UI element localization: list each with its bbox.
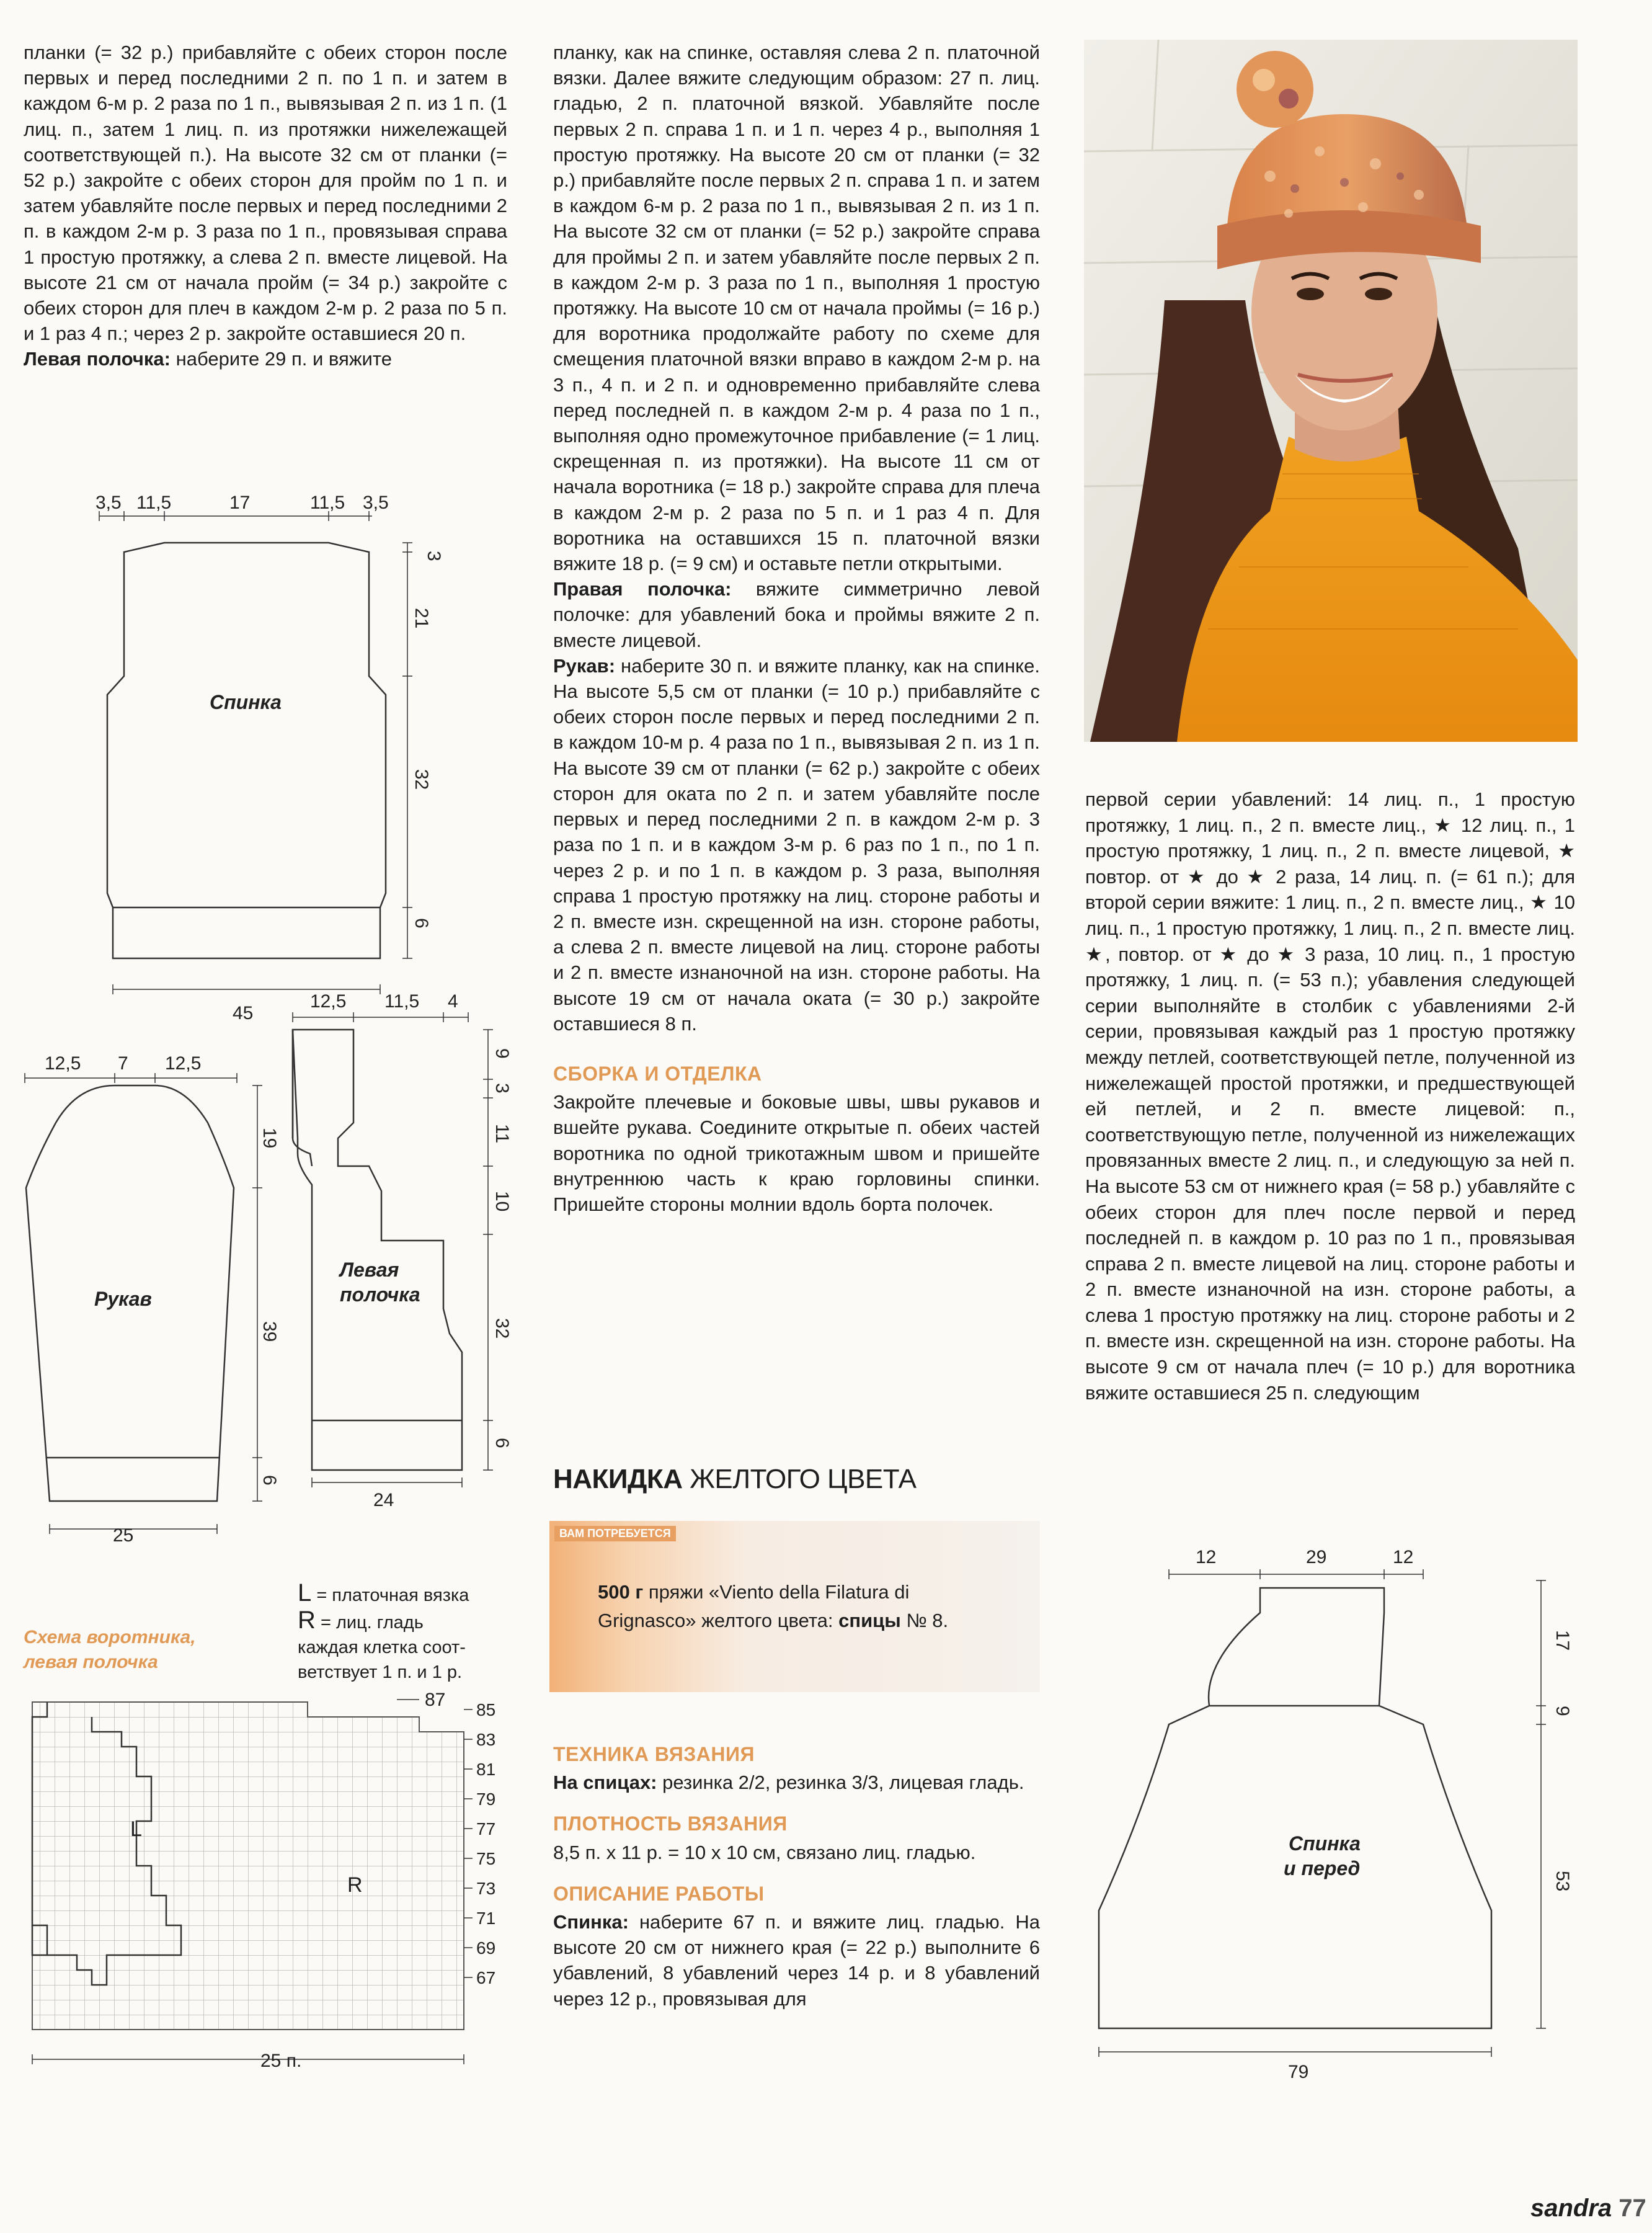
front-dim-top-2: 11,5 — [384, 991, 420, 1012]
technique-text — [553, 1770, 1040, 1795]
chart-row-label: 77 — [476, 1819, 496, 1839]
back-dim-side-1: 3 — [424, 551, 444, 561]
needles-label: спицы — [838, 1610, 901, 1631]
cape-label-line2: и перед — [1284, 1857, 1361, 1879]
materials-text — [598, 1578, 995, 1635]
sleeve-dim-side-1: 19 — [259, 1128, 280, 1149]
density-text: 8,5 п. х 11 р. = 10 х 10 см, связано лиц. гладью. — [553, 1841, 976, 1863]
right-front-label: Правая полочка: — [553, 578, 732, 600]
legend-L — [298, 1580, 469, 1608]
yarn-desc: пряжи «Viento della Filatura di Grignasco» желтого цвета: — [598, 1581, 910, 1631]
legend-R-symbol: R — [298, 1607, 316, 1634]
cape-pattern-diagram — [1085, 1538, 1581, 2082]
technique-label: На спицах: — [553, 1772, 657, 1794]
sleeve-paragraph — [553, 653, 1040, 1036]
chart-zone-L: L — [130, 1817, 142, 1841]
cape-dim-top-2: 29 — [1306, 1547, 1327, 1567]
left-front-text: наберите 29 п. и вяжите — [171, 348, 392, 370]
cape-dim-side-2: 9 — [1552, 1706, 1573, 1716]
chart-row-label: 75 — [476, 1849, 496, 1868]
description-label: Спинка: — [553, 1911, 629, 1933]
left-front-pattern-diagram — [285, 980, 533, 1520]
chart-row-label: 79 — [476, 1790, 496, 1809]
assembly-heading: СБОРКА И ОТДЕЛКА — [553, 1062, 762, 1085]
cape-dim-bottom: 79 — [1288, 2062, 1309, 2082]
technique-desc: резинка 2/2, резинка 3/3, лицевая гладь. — [657, 1772, 1024, 1794]
chart-row-label: 71 — [476, 1909, 496, 1928]
right-front-text: вяжите симметрично левой полочке: для убавлений бока и проймы вяжите 2 п. вместе лицевой. — [553, 578, 1040, 651]
sleeve-dim-side-3: 6 — [259, 1475, 280, 1486]
legend-note-2: ветствует 1 п. и 1 р. — [298, 1662, 463, 1682]
column-1-text — [24, 40, 507, 372]
left-front-intro — [24, 346, 507, 372]
description-desc: наберите 67 п. и вяжите лиц. гладью. На высоте 20 см от нижнего края (= 22 р.) выполните 6 убавлений, 8 убавлений через 14 р. и 8 убавлений через 12 р., провязывая для — [553, 1911, 1040, 2010]
sleeve-dim-bottom: 25 — [113, 1525, 134, 1546]
chart-zone-R: R — [347, 1873, 363, 1897]
front-dim-side-1: 9 — [492, 1048, 512, 1059]
chart-row-label: 83 — [476, 1730, 496, 1749]
sleeve-text: наберите 30 п. и вяжите планку, как на спинке. На высоте 5,5 см от планки (= 10 р.) прибавляйте с обеих сторон после первых и перед последними 2 п. в каждом 10-м р. 4 раза по 1 п., вывязывая 2 п. из 1 п. На высоте 39 см от планки (= 62 р.) закройте с обеих сторон для оката по 2 п. и затем убавляйте после первых и перед последними 2 п. в каждом 2-м р. 3 раза по 1 п. и в каждом 3-м р. 6 раз по 1 п., по 1 п. через 2 р. и по 1 п. в каждом р. 3 раза, выполняя справа 1 простую протяжку на лиц. стороне работы и 2 п. вместе изн. скрещенной на изн. стороне работы, а слева 2 п. вместе лицевой на лиц. стороне работы и 2 п. вместе изнаночной на изн. стороне работы. На высоте 19 см от начала оката (= 30 р.) закройте оставшиеся 8 п. — [553, 654, 1040, 1035]
sleeve-dim-top-1: 12,5 — [45, 1053, 81, 1074]
collar-chart-title — [24, 1625, 196, 1675]
back-dim-side-2: 21 — [411, 608, 432, 629]
density-heading: ПЛОТНОСТЬ ВЯЗАНИЯ — [553, 1812, 788, 1835]
sleeve-dim-top-3: 12,5 — [165, 1053, 202, 1074]
collar-chart-title-1: Схема воротника, — [24, 1627, 196, 1647]
model-photo — [1084, 40, 1578, 742]
back-dim-top-4: 11,5 — [310, 493, 345, 513]
legend-R-text: = лиц. гладь — [320, 1613, 424, 1633]
legend-L-text: = платочная вязка — [316, 1585, 469, 1605]
front-dim-side-3: 11 — [492, 1124, 512, 1144]
legend-note-1: каждая клетка соот- — [298, 1638, 466, 1657]
materials-tag: ВАМ ПОТРЕБУЕТСЯ — [554, 1526, 676, 1541]
page-footer — [1530, 2195, 1646, 2222]
front-dim-side-2: 3 — [492, 1083, 512, 1094]
front-dim-side-6: 6 — [492, 1438, 512, 1448]
sleeve-label: Рукав — [94, 1288, 152, 1310]
chart-row-label: 69 — [476, 1938, 496, 1958]
back-label: Спинка — [210, 691, 282, 713]
description-heading: ОПИСАНИЕ РАБОТЫ — [553, 1882, 765, 1905]
back-dim-top-5: 3,5 — [363, 493, 389, 513]
cape-title — [553, 1464, 917, 1495]
page-number: 77 — [1619, 2195, 1646, 2222]
cape-dim-side-1: 17 — [1552, 1630, 1573, 1651]
legend-L-symbol: L — [298, 1579, 312, 1607]
back-dim-top-3: 17 — [229, 493, 251, 513]
back-dim-top-1: 3,5 — [95, 493, 122, 513]
yarn-weight: 500 г — [598, 1581, 644, 1603]
chart-row-label: 67 — [476, 1968, 496, 1987]
chart-row-label: 85 — [476, 1700, 496, 1719]
collar-chart — [25, 1687, 515, 2072]
right-front-paragraph — [553, 576, 1040, 653]
cape-dim-top-3: 12 — [1393, 1547, 1414, 1567]
materials-box — [549, 1521, 1040, 1692]
legend-R — [298, 1608, 469, 1635]
cape-title-bold: НАКИДКА — [553, 1464, 683, 1494]
needles-size: № 8. — [900, 1610, 949, 1631]
cape-decreases-text: первой серии убавлений: 14 лиц. п., 1 простую протяжку, 1 лиц. п., 2 п. вместе лиц., ★ 12 лиц. п., 1 простую протяжку, 1 лиц. п., 2 п. вместе лицевой, ★ повтор. от ★ до ★ 2 раза, 14 лиц. п. (= 61 п.); для второй серии вяжите: 1 лиц. п., 2 п. вместе лиц., ★ 10 лиц. п., 1 простую протяжку, 1 лиц. п., 2 п. вместе лиц. ★, повтор. от ★ до ★ 3 раза, 10 лиц. п., 1 простую протяжку, 1 лиц. п. (= 53 п.); убавления следующей серии выполняйте в столбик с убавлениями 2-й серии, провязывая каждый раз 1 простую протяжку между петлей, соответствующей петле, полученной из нижележащей простой протяжки, и предшествующей ей петлей, и 2 п. вместе лицевой: п., соответствующую петле, полученной из нижележащих провязанных вместе 2 лиц. п., и следующую за ней п. На высоте 53 см от нижнего края (= 58 р.) убавляйте с обеих сторон для плеч после первой и перед последней п. в каждом р. 10 раз по 1 п., провязывая справа 2 п. вместе лицевой на лиц. стороне работы и 2 п. вместе изнаночной на изн. стороне работы, а слева 1 простую протяжку на лиц. стороне работы и 2 п. вместе изн. скрещенной на изн. стороне работы. На высоте 9 см от начала плеч (= 10 р.) для воротника вяжите оставшиеся 25 п. следующим — [1085, 788, 1575, 1404]
back-dim-side-4: 6 — [411, 918, 432, 929]
sleeve-dim-top-2: 7 — [118, 1053, 128, 1074]
cape-title-rest: ЖЕЛТОГО ЦВЕТА — [682, 1464, 917, 1494]
front-dim-side-5: 32 — [492, 1318, 512, 1339]
front-dim-top-1: 12,5 — [310, 991, 347, 1012]
column-3-text — [1085, 787, 1575, 1406]
chart-top-label: 87 — [425, 1690, 446, 1710]
cape-dim-top-1: 12 — [1196, 1547, 1217, 1567]
front-label-line1: Левая — [340, 1259, 399, 1281]
front-dim-top-3: 4 — [448, 991, 458, 1012]
sleeve-pattern-diagram — [19, 1054, 279, 1563]
back-dim-bottom: 45 — [233, 1003, 254, 1023]
collar-chart-title-2: левая полочка — [24, 1652, 158, 1672]
column-2-text — [553, 40, 1040, 1217]
front-dim-side-4: 10 — [492, 1191, 512, 1212]
sleeve-dim-side-2: 39 — [259, 1321, 280, 1342]
cape-instructions — [553, 1742, 1040, 2012]
footer-brand: sandra — [1530, 2195, 1612, 2222]
front-dim-bottom: 24 — [373, 1490, 394, 1510]
left-front-instructions: планку, как на спинке, оставляя слева 2 п. платочной вязки. Далее вяжите следующим образом: 27 п. лиц. гладью, 2 п. платочной вязкой. Убавляйте после первых 2 п. справа 1 п. и 1 п. через 4 р., выполняя 1 простую протяжку. На высоте 20 см от планки (= 32 р.) прибавляйте после первых 2 п. справа 1 п. и затем в каждом 6-м р. 2 раза по 1 п., вывязывая 2 п. из 1 п. На высоте 32 см от планки (= 52 р.) закройте справа для проймы 2 п. и затем убавляйте после первых 2 п. в каждом 2-м р. 3 раза по 1 п., выполняя 1 простую протяжку. На высоте 10 см от начала проймы (= 16 р.) для воротника продолжайте работу по схеме для смещения платочной вязки вправо в каждом 2-м р. на 3 п., 4 п. и 2 п. и одновременно прибавляйте слева перед последней п. в каждом 2-м р. 4 раза по 1 п., выполняя одно промежуточное прибавление (= 1 лиц. скрещенная п. из протяжки). На высоте 11 см от начала воротника (= 18 р.) закройте справа для плеча в каждом 2-м р. 2 раза по 5 п. и 1 раз 4 п. Для воротника на оставшихся 15 п. платочной вязки вяжите 18 р. (= 9 см) и оставьте петли открытыми. — [553, 42, 1040, 575]
chart-row-label: 81 — [476, 1760, 496, 1779]
back-dim-side-3: 32 — [411, 769, 432, 790]
left-front-label: Левая полочка: — [24, 348, 171, 370]
description-text — [553, 1909, 1040, 2012]
chart-row-label: 73 — [476, 1879, 496, 1898]
legend — [298, 1580, 469, 1685]
technique-heading: ТЕХНИКА ВЯЗАНИЯ — [553, 1743, 755, 1765]
back-instructions-continued: планки (= 32 р.) прибавляйте с обеих сторон после первых и перед последними 2 п. по 1 п. и затем в каждом 6-м р. 2 раза по 1 п., вывязывая 2 п. из 1 п. (1 лиц. п., затем 1 лиц. п. из протяжки нижележащей соответствующей п.). На высоте 32 см от планки (= 52 р.) закройте с обеих сторон для пройм по 1 п. и затем убавляйте после первых и перед последними 2 п. в каждом 2-м р. 3 раза по 1 п., провязывая справа 1 простую протяжку, а слева 2 п. вместе лицевой. На высоте 21 см от начала пройм (= 34 р.) закройте с обеих сторон для плеч в каждом 2-м р. 2 раза по 5 п. и 1 раз 4 п.; через 2 р. закройте оставшиеся 20 п. — [24, 42, 507, 345]
cape-label-line1: Спинка — [1289, 1832, 1361, 1855]
sleeve-label: Рукав: — [553, 654, 616, 677]
front-label-line2: полочка — [340, 1283, 420, 1306]
assembly-text: Закройте плечевые и боковые швы, швы рукавов и вшейте рукава. Соедините открытые п. обеих частей воротника по одной трикотажным швом и пришейте внутреннюю часть к краю горловины спинки. Пришейте стороны молнии вдоль борта полочек. — [553, 1091, 1040, 1215]
chart-bottom-label: 25 п. — [260, 2051, 302, 2071]
back-dim-top-2: 11,5 — [136, 493, 172, 513]
cape-dim-side-3: 53 — [1552, 1871, 1573, 1892]
